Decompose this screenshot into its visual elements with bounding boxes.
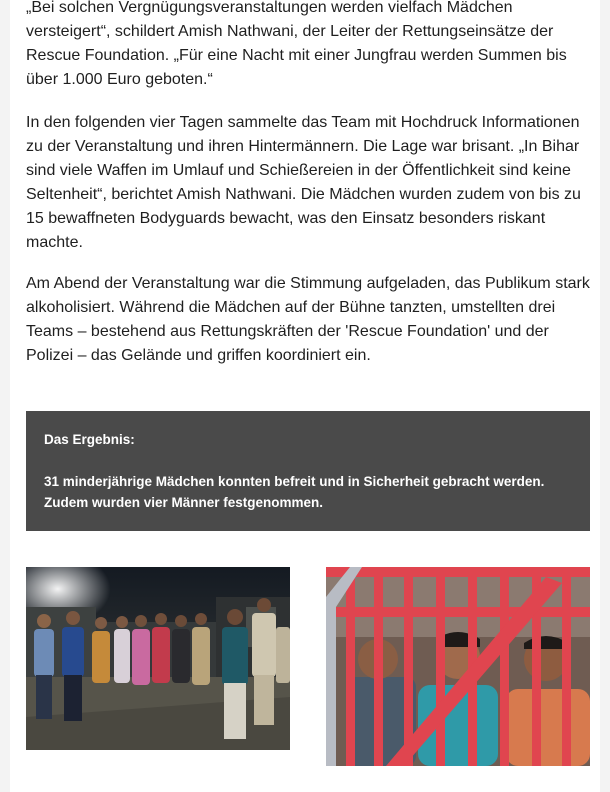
article-page <box>10 0 600 792</box>
result-text: 31 minderjährige Mädchen konnten befreit und in Sicherheit gebracht werden. Zudem wurden vier Männer festgenommen. <box>44 474 545 510</box>
result-heading: Das Ergebnis: <box>44 432 135 447</box>
arrested-men-photo <box>326 567 590 766</box>
article-paragraph-3: Am Abend der Veranstaltung war die Stimmung aufgeladen, das Publikum stark alkoholisiert. Während die Mädchen auf der Bühne tanzten, umstellten drei Teams – bestehend aus Rettungskräften der 'Rescue Foundation' und der Polizei – das Gelände und griffen koordiniert ein. <box>26 275 590 364</box>
article-paragraph-2: In den folgenden vier Tagen sammelte das Team mit Hochdruck Informationen zu der Veranstaltung und ihren Hintermännern. Die Lage war brisant. „In Bihar sind viele Waffen im Umlauf und Schießereien in der Öffentlichkeit sind keine Seltenheit“, berichtet Amish Nathwani. Die Mädchen wurden zudem von bis zu 15 bewaffneten Bodyguards bewacht, was den Einsatz besonders riskant machte. <box>26 114 581 251</box>
rescue-group-photo <box>26 567 290 750</box>
article-paragraph-1: „Bei solchen Vergnügungsveranstaltungen werden vielfach Mädchen versteigert“, schildert Amish Nathwani, der Leiter der Rettungseinsätze der Rescue Foundation. „Für eine Nacht mit einer Jungfrau werden Summen bis über 1.000 Euro geboten.“ <box>26 0 567 88</box>
result-callout <box>26 411 590 531</box>
